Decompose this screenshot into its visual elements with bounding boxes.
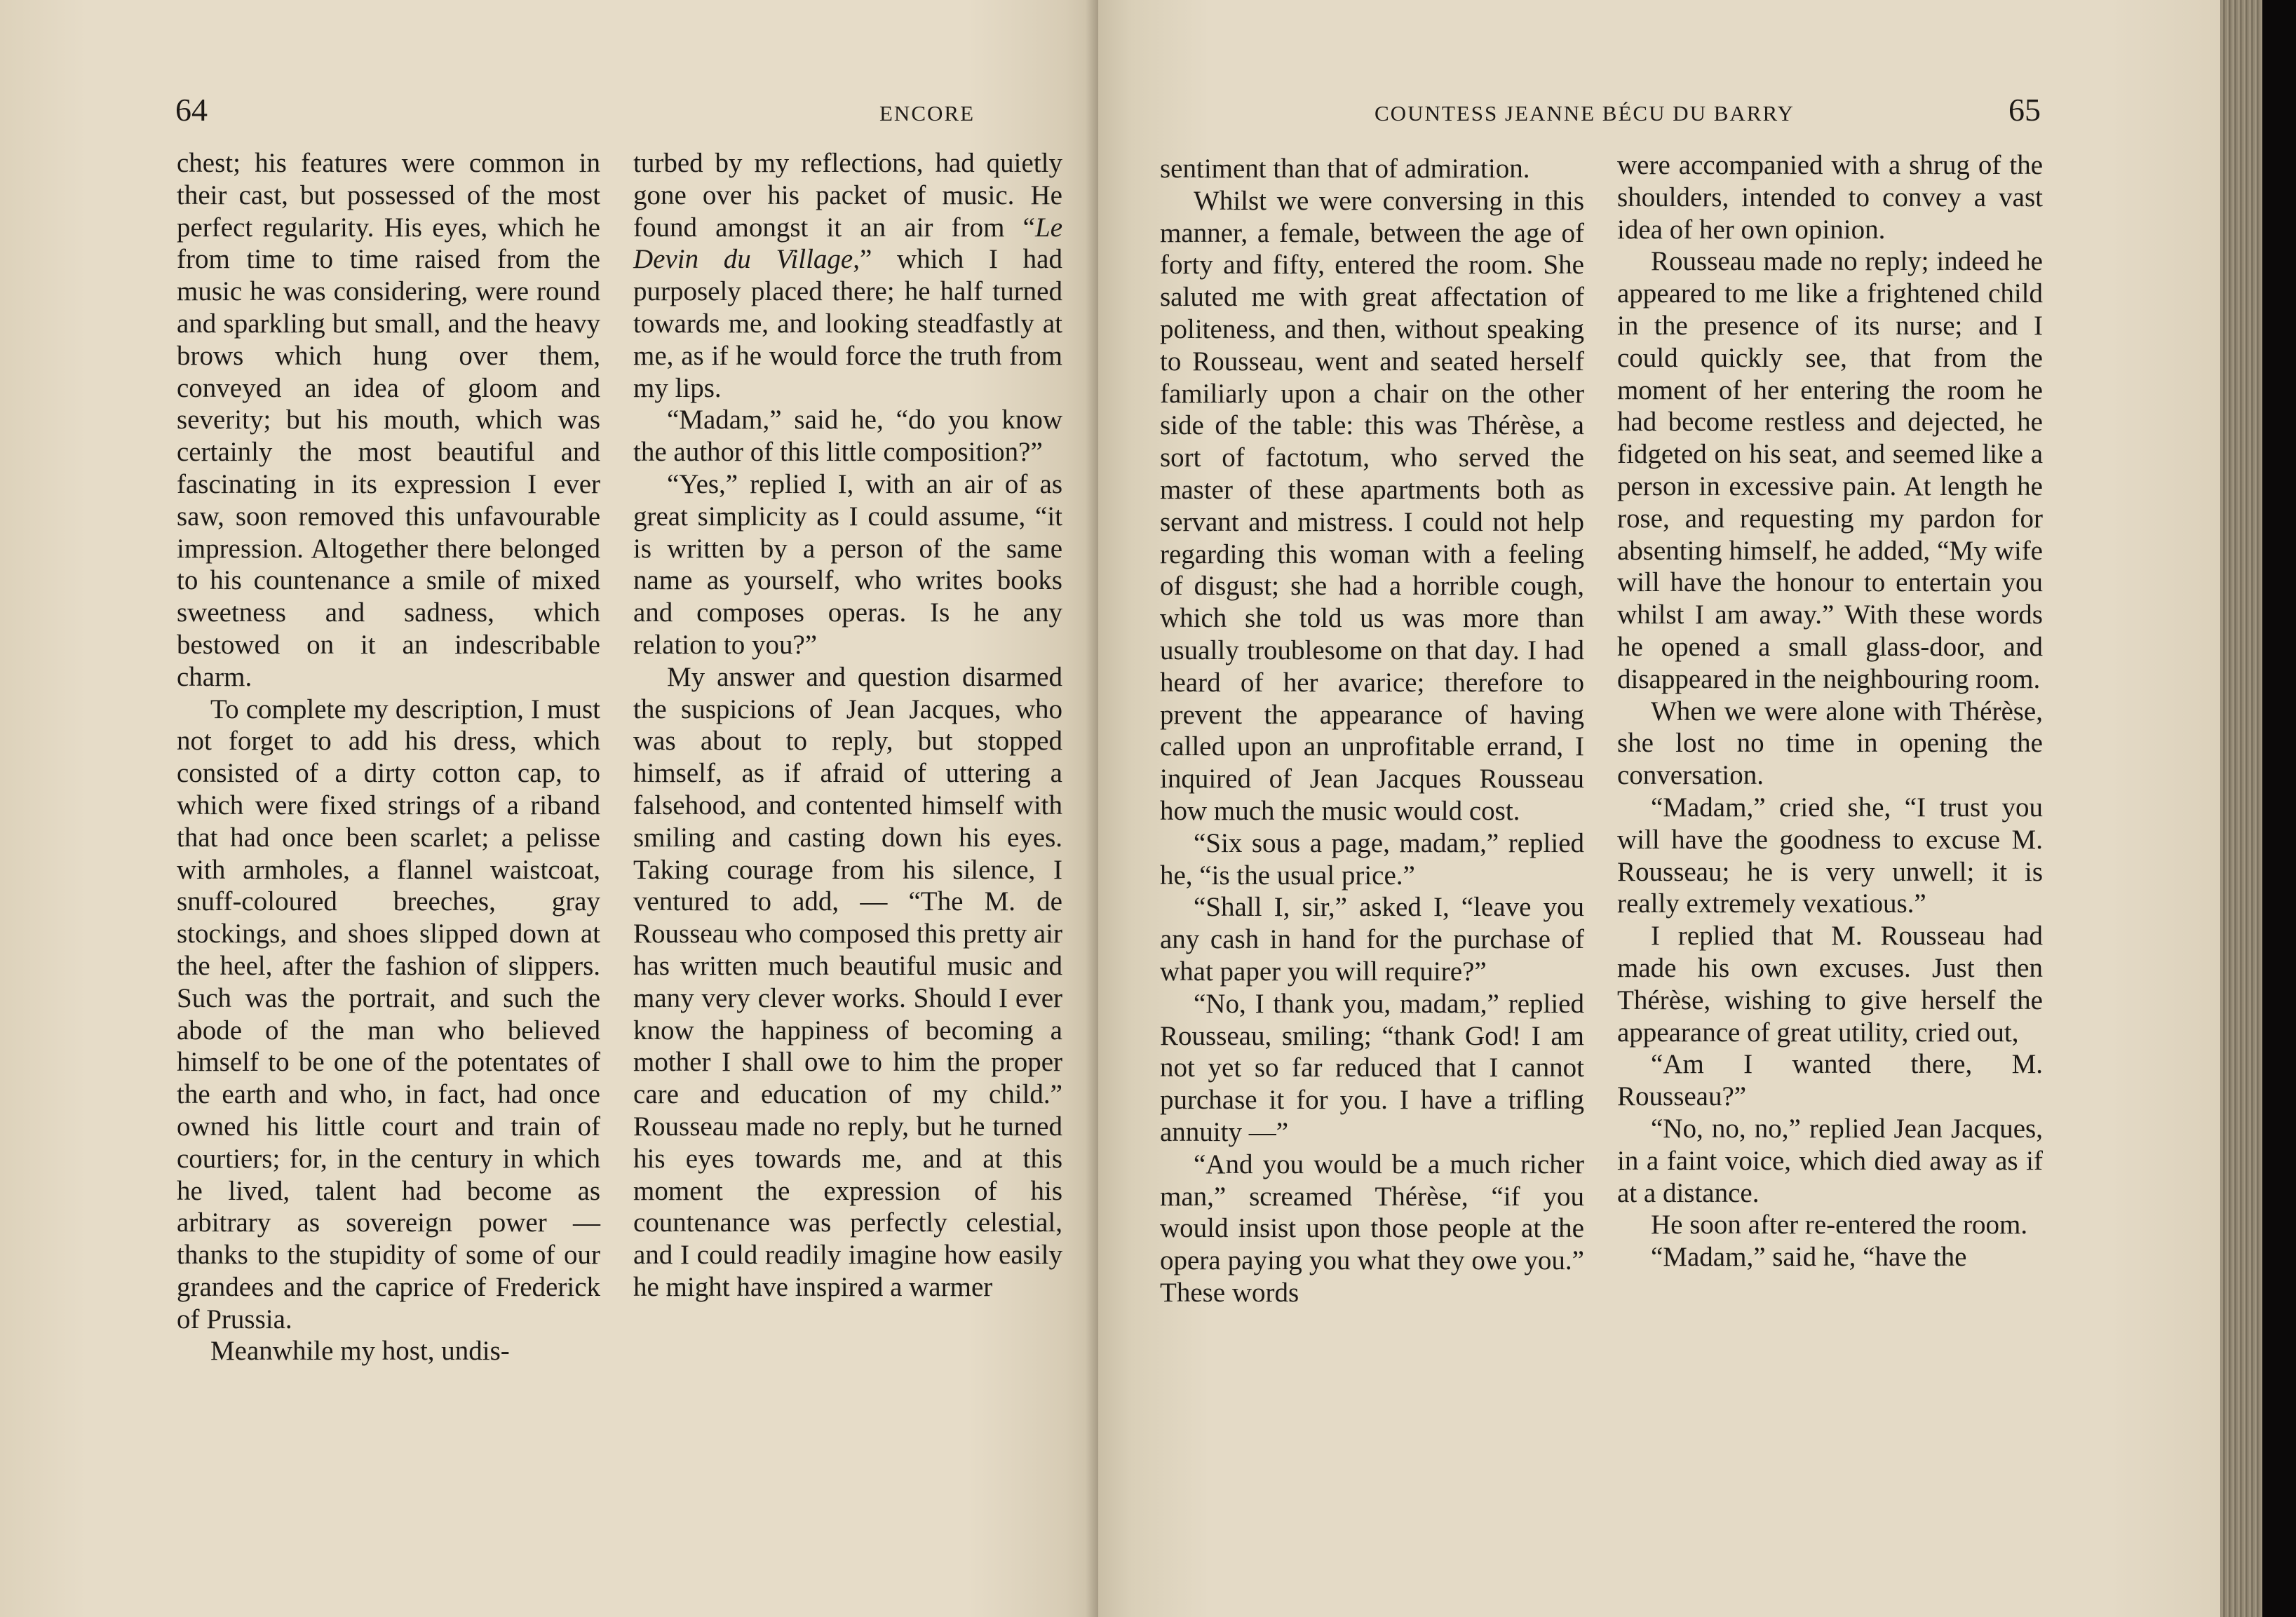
paragraph: “Yes,” replied I, with an air of as great simplicity as I could assume, “it is written by a person of the same name as yourself, who writes books and composes operas. Is he any relation to you?” — [633, 468, 1062, 660]
right-page-number: 65 — [2008, 92, 2041, 128]
paragraph: Meanwhile my host, undis- — [210, 1336, 510, 1367]
paragraph: “Madam,” cried she, “I trust you will have the goodness to excuse M. Rousseau; he is very unwell; it is really extremely vexatious.” — [1617, 792, 2043, 919]
paragraph: “And you would be a much richer man,” screamed Thérèse, “if you would insist upon those people at the opera paying you what they owe you.” These words — [1160, 1149, 1584, 1308]
paragraph: My answer and question disarmed the suspicions of Jean Jacques, who was about to reply, but stopped himself, as if afraid of uttering a falsehood, and contented himself with smiling and casting down his eyes. Taking courage from his silence, I ventured to add, — “The M. de Rousseau who composed this pretty air has written much beautiful music and many very clever works. Should I ever know the happiness of becoming a mother I shall owe to him the proper care and education of my child.” Rousseau made no reply, but he turned his eyes towards me, and at this moment the expression of his countenance was perfectly celestial, and I could readily imagine how easily he might have inspired a warmer — [633, 661, 1062, 1302]
paragraph: Whilst we were conversing in this manner, a female, between the age of forty and fifty, entered the room. She saluted me with great affectation of politeness, and then, without speaking to Rousseau, went and seated herself familiarly upon a chair on the other side of the table: this was Thérèse, a sort of factotum, who served the master of these apartments both as servant and mistress. I could not help regarding this woman with a feeling of disgust; she had a horrible cough, which she told us was more than usually troublesome on that day. I had heard of her avarice; therefore to prevent the appearance of having called upon an unprofitable errand, I inquired of Jean Jacques Rousseau how much the music would cost. — [1160, 185, 1584, 826]
paragraph: “Madam,” said he, “have the — [1651, 1242, 1967, 1273]
paragraph: “Shall I, sir,” asked I, “leave you any cash in hand for the purchase of what paper you will require?” — [1160, 892, 1584, 987]
opera-title: Le Devin du Village — [633, 212, 1062, 275]
paragraph: “No, no, no,” replied Jean Jacques, in a faint voice, which died away as if at a distance. — [1617, 1113, 2043, 1208]
book-fore-edge — [2220, 0, 2296, 1617]
left-page-column-2 — [633, 147, 1062, 1304]
left-page-header — [175, 91, 975, 140]
left-page — [0, 0, 1098, 1617]
paragraph: “Madam,” said he, “do you know the author of this little composition?” — [633, 405, 1062, 468]
paragraph: were accompanied with a shrug of the shoulders, intended to convey a vast idea of her own opinion. — [1617, 150, 2043, 245]
paragraph: “No, I thank you, madam,” replied Rousseau, smiling; “thank God! I am not yet so far reduced that I cannot purchase it for you. I have a trifling annuity —” — [1160, 988, 1584, 1147]
paragraph: I replied that M. Rousseau had made his own excuses. Just then Thérèse, wishing to give herself the appearance of great utility, cried out, — [1617, 921, 2043, 1048]
paragraph: Rousseau made no reply; indeed he appeared to me like a frightened child in the presence of its nurse; and I could quickly see, that from the moment of her entering the room he had become restless and dejected, he fidgeted on his seat, and seemed like a person in excessive pain. At length he rose, and requesting my pardon for absenting himself, he added, “My wife will have the honour to entertain you whilst I am away.” With these words he opened a small glass-door, and disappeared in the neighbouring room. — [1617, 246, 2043, 694]
right-page — [1098, 0, 2220, 1617]
left-page-column-1 — [177, 147, 600, 1367]
right-page-column-2 — [1617, 149, 2043, 1273]
left-page-number: 64 — [175, 92, 208, 128]
right-page-header — [1375, 91, 2041, 140]
paragraph: sentiment than that of admiration. — [1160, 154, 1530, 184]
right-running-head: COUNTESS JEANNE BÉCU DU BARRY — [1375, 101, 1795, 126]
paragraph: To complete my description, I must not forget to add his dress, which consisted of a dirty cotton cap, to which were fixed strings of a riband that had once been scarlet; a pelisse with armholes, a flannel waistcoat, snuff-coloured breeches, gray stockings, and shoes slipped down at the heel, after the fashion of slippers. Such was the portrait, and such the abode of the man who believed himself to be one of the potentates of the earth and who, in fact, had once owned his little court and train of courtiers; for, in the century in which he lived, talent had become as arbitrary as sovereign power — thanks to the stupidity of some of our grandees and the caprice of Frederick of Prussia. — [177, 694, 600, 1334]
paragraph: “Six sous a page, madam,” replied he, “is the usual price.” — [1160, 827, 1584, 891]
paragraph: He soon after re-entered the room. — [1651, 1210, 2028, 1240]
paragraph: chest; his features were common in their cast, but possessed of the most perfect regularity. His eyes, which he from time to time raised from the music he was considering, were round and sparkling but small, and the heavy brows which hung over them, conveyed an idea of gloom and severity; but his mouth, which was certainly the most beautiful and fascinating in its expression I ever saw, soon removed this unfavourable impression. Altogether there belonged to his countenance a smile of mixed sweetness and sadness, which bestowed on it an indescribable charm. — [177, 148, 600, 692]
left-running-head: ENCORE — [879, 101, 975, 126]
paragraph: “Am I wanted there, M. Rousseau?” — [1617, 1049, 2043, 1112]
paragraph: turbed by my reflections, had quietly gone over his packet of music. He found amongst it an air from “Le Devin du Village,” which I had purposely placed there; he half turned towards me, and looking steadfastly at me, as if he would force the truth from my lips. — [633, 148, 1062, 403]
paragraph: When we were alone with Thérèse, she lost no time in opening the conversation. — [1617, 696, 2043, 791]
right-page-column-1 — [1160, 153, 1584, 1309]
